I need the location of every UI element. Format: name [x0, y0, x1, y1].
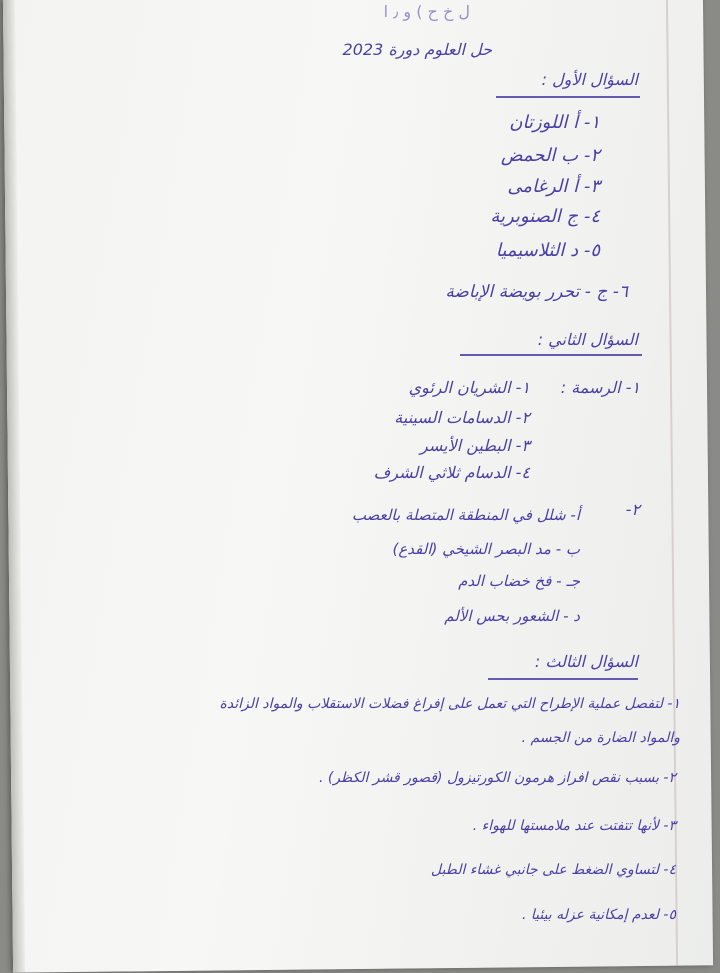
- top-fragment: ل خ ح ) و ٫ ا: [383, 2, 470, 21]
- q3-heading: السؤال الثالث :: [534, 652, 638, 671]
- q1-item-2: ٢- ب الحمض: [500, 145, 600, 166]
- q3-item-4: ٤- لتساوي الضغط على جانبي غشاء الطبل: [430, 862, 676, 878]
- q2-part1-item-2: ٢- الدسامات السينية: [394, 408, 530, 427]
- q3-item-3: ٣- لأنها تتفتت عند ملامستها للهواء .: [472, 818, 676, 834]
- q2-part2-item-d: د - الشعور بحس الألم: [444, 607, 580, 625]
- q1-item-6: ٦- ج - تحرر بويضة الإباضة: [445, 282, 628, 302]
- q3-item-5: ٥- لعدم إمكانية عزله بيئيا .: [521, 907, 676, 923]
- q3-heading-underline: [488, 678, 638, 680]
- q2-part2-item-b: ب - مد البصر الشيخي (القدع): [392, 540, 580, 558]
- q2-part1-item-1: ١- الشريان الرئوي: [408, 378, 530, 397]
- q2-part2-item-a: أ- شلل في المنطقة المتصلة بالعصب: [351, 506, 580, 524]
- q2-part2-item-c: جـ - فخ خضاب الدم: [458, 572, 580, 590]
- q2-part1-item-4: ٤- الدسام ثلاثي الشرف: [373, 463, 530, 482]
- q1-heading: السؤال الأول :: [541, 70, 638, 89]
- q3-item-2: ٢- بسبب نقص افراز هرمون الكورتيزول (قصور قشر الكظر) .: [318, 770, 676, 786]
- q1-item-4: ٤- ج الصنوبرية: [490, 206, 600, 227]
- q3-item-1: ١- لتفصل عملية الإطراح التي تعمل على إفراغ فضلات الاستقلاب والمواد الزائدة: [219, 696, 680, 712]
- q1-heading-underline: [496, 96, 640, 98]
- q2-heading-underline: [460, 354, 642, 356]
- page-title: حل العلوم دورة 2023: [342, 40, 492, 59]
- q2-part1-item-3: ٣- البطين الأيسر: [420, 436, 530, 455]
- q1-item-3: ٣- أ الرغامى: [507, 176, 600, 197]
- page-edge-shadow: [3, 0, 25, 973]
- q2-part2-label: ٢-: [625, 500, 640, 519]
- q3-item-1-cont: والمواد الضارة من الجسم .: [521, 730, 680, 746]
- q1-item-1: ١- أ اللوزتان: [509, 112, 600, 133]
- q1-item-5: ٥- د الثلاسيميا: [495, 240, 600, 261]
- q2-heading: السؤال الثاني :: [537, 330, 638, 349]
- q2-part1-label: ١- الرسمة :: [560, 378, 640, 397]
